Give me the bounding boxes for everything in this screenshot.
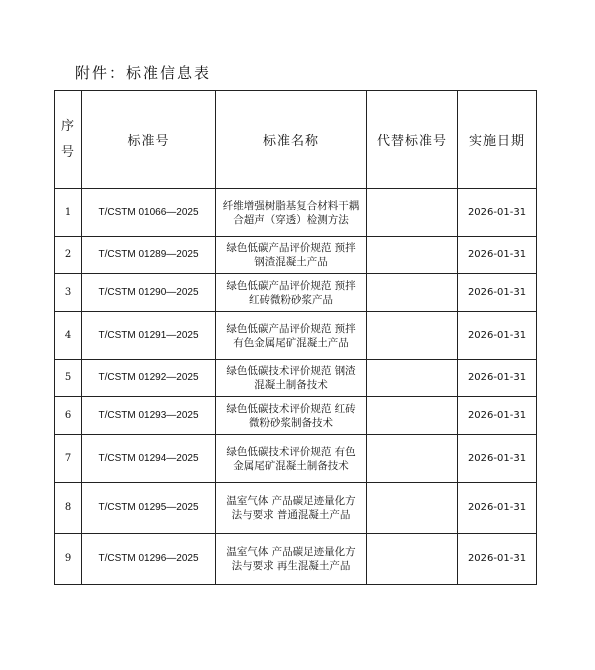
- cell-seq: 4: [55, 312, 82, 360]
- cell-std-name: 温室气体 产品碳足迹量化方法与要求 普通混凝土产品: [216, 483, 367, 534]
- table-row: [55, 483, 537, 534]
- cell-replace: [367, 483, 458, 534]
- header-seq: [55, 91, 82, 189]
- cell-seq: 2: [55, 237, 82, 274]
- cell-replace: [367, 435, 458, 483]
- cell-seq: 9: [55, 534, 82, 585]
- table-row: [55, 189, 537, 237]
- cell-replace: [367, 237, 458, 274]
- cell-std-name: 纤维增强树脂基复合材料干耦合超声（穿透）检测方法: [216, 189, 367, 237]
- cell-date: 2026-01-31: [458, 189, 537, 237]
- cell-std-name: 绿色低碳技术评价规范 有色金属尾矿混凝土制备技术: [216, 435, 367, 483]
- cell-std-name: 绿色低碳产品评价规范 预拌红砖微粉砂浆产品: [216, 274, 367, 312]
- cell-date: 2026-01-31: [458, 274, 537, 312]
- cell-replace: [367, 312, 458, 360]
- table-row: [55, 312, 537, 360]
- header-replace: 代替标准号: [367, 91, 458, 189]
- cell-std-no: T/CSTM 01066—2025: [82, 189, 216, 237]
- cell-std-no: T/CSTM 01292—2025: [82, 360, 216, 397]
- cell-seq: 8: [55, 483, 82, 534]
- cell-date: 2026-01-31: [458, 312, 537, 360]
- document-title: 附件：标准信息表: [75, 64, 212, 82]
- header-date: 实施日期: [458, 91, 537, 189]
- header-seq-line2: 号: [60, 144, 75, 160]
- table-row: [55, 237, 537, 274]
- cell-date: 2026-01-31: [458, 237, 537, 274]
- cell-std-no: T/CSTM 01289—2025: [82, 237, 216, 274]
- table-row: [55, 534, 537, 585]
- cell-replace: [367, 189, 458, 237]
- table-row: [55, 435, 537, 483]
- cell-std-name: 温室气体 产品碳足迹量化方法与要求 再生混凝土产品: [216, 534, 367, 585]
- cell-date: 2026-01-31: [458, 435, 537, 483]
- table-row: [55, 274, 537, 312]
- cell-replace: [367, 397, 458, 435]
- cell-date: 2026-01-31: [458, 360, 537, 397]
- cell-std-no: T/CSTM 01296—2025: [82, 534, 216, 585]
- header-seq-line1: 序: [60, 118, 75, 134]
- cell-std-name: 绿色低碳技术评价规范 红砖微粉砂浆制备技术: [216, 397, 367, 435]
- cell-replace: [367, 360, 458, 397]
- cell-seq: 1: [55, 189, 82, 237]
- table-row: [55, 360, 537, 397]
- cell-date: 2026-01-31: [458, 534, 537, 585]
- cell-replace: [367, 534, 458, 585]
- cell-seq: 5: [55, 360, 82, 397]
- header-std-no: 标准号: [82, 91, 216, 189]
- cell-std-no: T/CSTM 01291—2025: [82, 312, 216, 360]
- cell-seq: 7: [55, 435, 82, 483]
- standards-table: [54, 90, 537, 585]
- cell-seq: 3: [55, 274, 82, 312]
- cell-std-name: 绿色低碳产品评价规范 预拌有色金属尾矿混凝土产品: [216, 312, 367, 360]
- cell-std-name: 绿色低碳技术评价规范 钢渣混凝土制备技术: [216, 360, 367, 397]
- cell-seq: 6: [55, 397, 82, 435]
- cell-std-name: 绿色低碳产品评价规范 预拌钢渣混凝土产品: [216, 237, 367, 274]
- cell-replace: [367, 274, 458, 312]
- cell-std-no: T/CSTM 01290—2025: [82, 274, 216, 312]
- cell-date: 2026-01-31: [458, 397, 537, 435]
- cell-date: 2026-01-31: [458, 483, 537, 534]
- table-header-row: [55, 91, 537, 189]
- header-std-name: 标准名称: [216, 91, 367, 189]
- table-row: [55, 397, 537, 435]
- cell-std-no: T/CSTM 01293—2025: [82, 397, 216, 435]
- cell-std-no: T/CSTM 01294—2025: [82, 435, 216, 483]
- cell-std-no: T/CSTM 01295—2025: [82, 483, 216, 534]
